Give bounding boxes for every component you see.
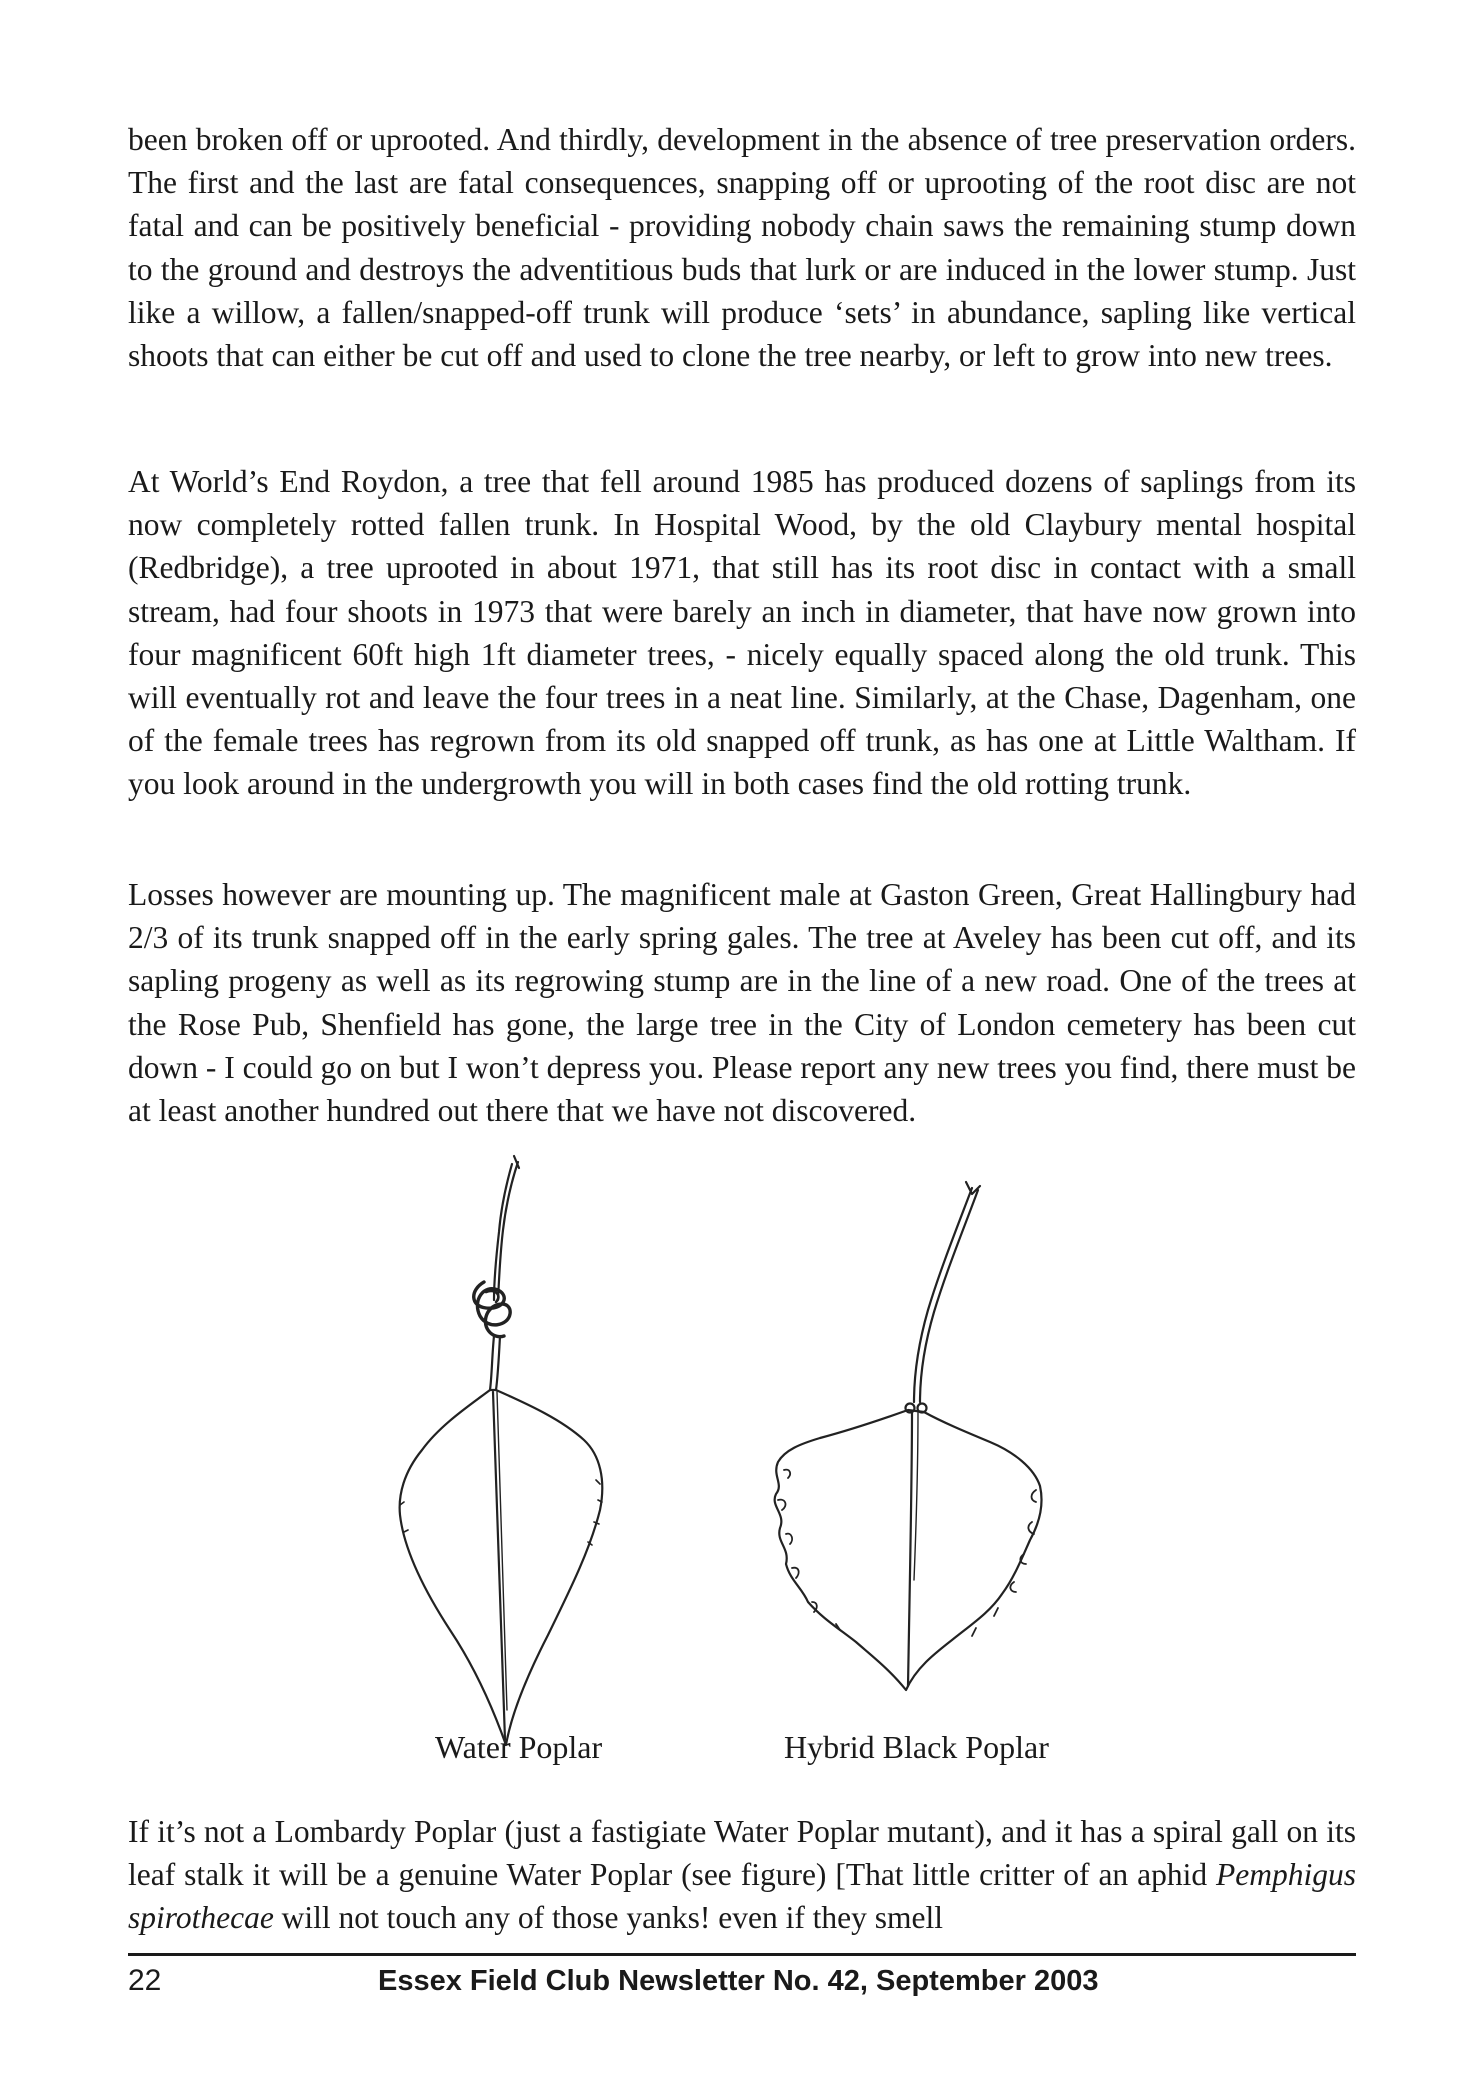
page-number: 22 <box>128 1964 162 1997</box>
paragraph-3: Losses however are mounting up. The magnificent male at Gaston Green, Great Hallingbury had 2/3 of its trunk snapped off in the early spring gales. The tree at Aveley has been cut off, and its sapling progeny as well as its regrowing stump are in the line of a new road. One of the trees at the Rose Pub, Shenfield has gone, the large tree in the City of London cemetery has been cut down - I could go on but I won’t depress you. Please report any new trees you find, there must be at least another hundred out there that we have not discovered. <box>128 877 1356 1129</box>
hybrid-black-poplar-leaf-illustration <box>775 1182 1042 1690</box>
leaf-drawings <box>0 1150 1480 1790</box>
publication-title: Essex Field Club Newsletter No. 42, September 2003 <box>378 1965 1099 1997</box>
paragraph-2: At World’s End Roydon, a tree that fell around 1985 has produced dozens of saplings from its now completely rotted fallen trunk. In Hospital Wood, by the old Claybury mental hospital (Redbridge), a tree uprooted in about 1971, that still has its root disc in contact with a small stream, had four shoots in 1973 that were barely an inch in diameter, that have now grown into four magnificent 60ft high 1ft diameter trees, - nicely equally spaced along the old trunk. This will eventually rot and leave the four trees in a neat line. Similarly, at the Chase, Dagenham, one of the female trees has regrown from its old snapped off trunk, as has one at Little Waltham. If you look around in the undergrowth you will in both cases find the old rotting trunk. <box>128 464 1356 802</box>
paragraph-4 <box>128 1810 1356 1940</box>
footer-rule <box>128 1953 1356 1956</box>
species-name: Pemphigus spirothecae <box>128 1857 1356 1936</box>
paragraph-1: been broken off or uprooted. And thirdly, development in the absence of tree preservation orders. The first and the last are fatal consequences, snapping off or uprooting of the root disc are not fatal and can be positively beneficial - providing nobody chain saws the remaining stump down to the ground and destroys the adventitious buds that lurk or are induced in the lower stump. Just like a willow, a fallen/snapped-off trunk will produce ‘sets’ in abundance, sapling like vertical shoots that can either be cut off and used to clone the tree nearby, or left to grow into new trees. <box>128 122 1356 374</box>
caption-water-poplar: Water Poplar <box>435 1729 603 1765</box>
paragraph-4-text-start: If it’s not a Lombardy Poplar (just a fastigiate Water Poplar mutant), and it has a spiral gall on its leaf stalk it will be a genuine Water Poplar (see figure) [That little critter of an aphid <box>128 1814 1356 1893</box>
caption-hybrid-black-poplar: Hybrid Black Poplar <box>784 1729 1049 1765</box>
leaf-figure <box>0 1150 1480 1790</box>
paragraph-4-text-end: will not touch any of those yanks! even if they smell <box>273 1900 944 1936</box>
water-poplar-leaf-illustration <box>400 1156 603 1745</box>
